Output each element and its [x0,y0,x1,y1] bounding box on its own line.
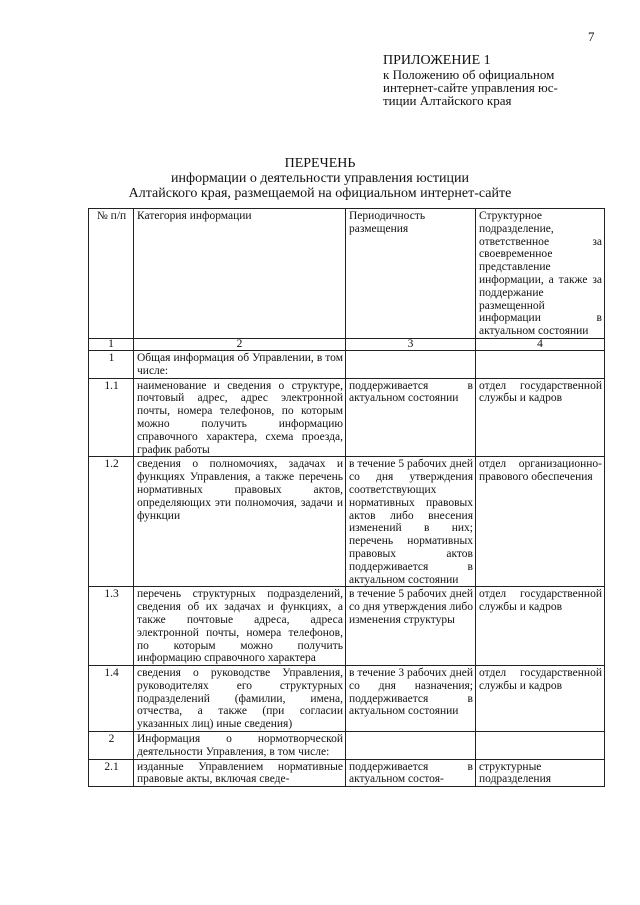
row-number: 2.1 [89,759,134,787]
column-number: 4 [476,338,605,350]
annex-line: к Положению об официальном [383,67,555,82]
row-category: наименование и сведения о структуре, почтовый адрес, адрес электронной почты, номера телефонов, по которым можно получить информацию справочного характера, схема проезда, график работы [134,378,346,457]
title-line: Алтайского края, размещаемой на официальном интернет-сайте [128,186,512,201]
row-number: 1.2 [89,457,134,587]
table-row [89,378,605,457]
document-title [120,156,520,201]
annex-line: тиции Алтайского края [383,93,512,108]
table-row [89,732,605,760]
row-period: поддерживается в актуальном состоя- [346,759,476,787]
row-unit: отдел государственной службы и кадров [476,666,605,732]
row-category: Информация о нормотворческой деятельности Управления, в том числе: [134,732,346,760]
row-category: Общая информация об Управлении, в том числе: [134,350,346,378]
row-unit: структурные подразделения [476,759,605,787]
table-row [89,350,605,378]
annex-heading: ПРИЛОЖЕНИЕ 1 [383,53,491,68]
row-unit: отдел государственной службы и кадров [476,378,605,457]
header-unit: Структурное подразделение, ответственное за своевременное представление информации, а также за поддержание размещенной информации в актуальном состоянии [476,209,605,339]
row-unit: отдел государственной службы и кадров [476,587,605,666]
row-number: 1.4 [89,666,134,732]
row-unit [476,732,605,760]
row-period [346,350,476,378]
row-period: в течение 5 рабочих дней со дня утверждения соответствующих нормативных правовых актов либо внесения изменений в них; перечень нормативных правовых актов поддерживается в актуальном состоянии [346,457,476,587]
title-line: ПЕРЕЧЕНЬ [284,156,356,171]
annex-line: интернет-сайте управления юс- [383,80,558,95]
column-number: 1 [89,338,134,350]
column-number: 3 [346,338,476,350]
row-category: сведения о руководстве Управления, руководителях его структурных подразделений (фамилии, имена, отчества, а также (при согласии указанных лиц) иные сведения) [134,666,346,732]
info-table [88,208,605,787]
row-number: 1.3 [89,587,134,666]
row-category: изданные Управлением нормативные правовые акты, включая сведе- [134,759,346,787]
page-number: 7 [588,29,595,44]
row-number: 1.1 [89,378,134,457]
title-line: информации о деятельности управления юстиции [171,171,469,186]
row-number: 1 [89,350,134,378]
row-period [346,732,476,760]
header-period: Периодичность размещения [346,209,476,339]
table-row [89,759,605,787]
table-header-row [89,209,605,339]
column-number-row [89,338,605,350]
row-number: 2 [89,732,134,760]
table-row [89,666,605,732]
row-period: в течение 5 рабочих дней со дня утверждения либо изменения структуры [346,587,476,666]
header-category: Категория информации [134,209,346,339]
row-period: поддерживается в актуальном состоянии [346,378,476,457]
row-unit [476,350,605,378]
column-number: 2 [134,338,346,350]
annex-block [383,53,601,107]
row-category: перечень структурных подразделений, сведения об их задачах и функциях, а также почтовые адреса, адреса электронной почты, номера телефонов, по которым можно получить информацию справочного характера [134,587,346,666]
row-category: сведения о полномочиях, задачах и функциях Управления, а также перечень нормативных правовых актов, определяющих эти полномочия, задачи и функции [134,457,346,587]
row-period: в течение 3 рабочих дней со дня назначения; поддерживается в актуальном состоянии [346,666,476,732]
header-number: № п/п [89,209,134,339]
table-row [89,457,605,587]
row-unit: отдел организационно-правового обеспечения [476,457,605,587]
table-row [89,587,605,666]
